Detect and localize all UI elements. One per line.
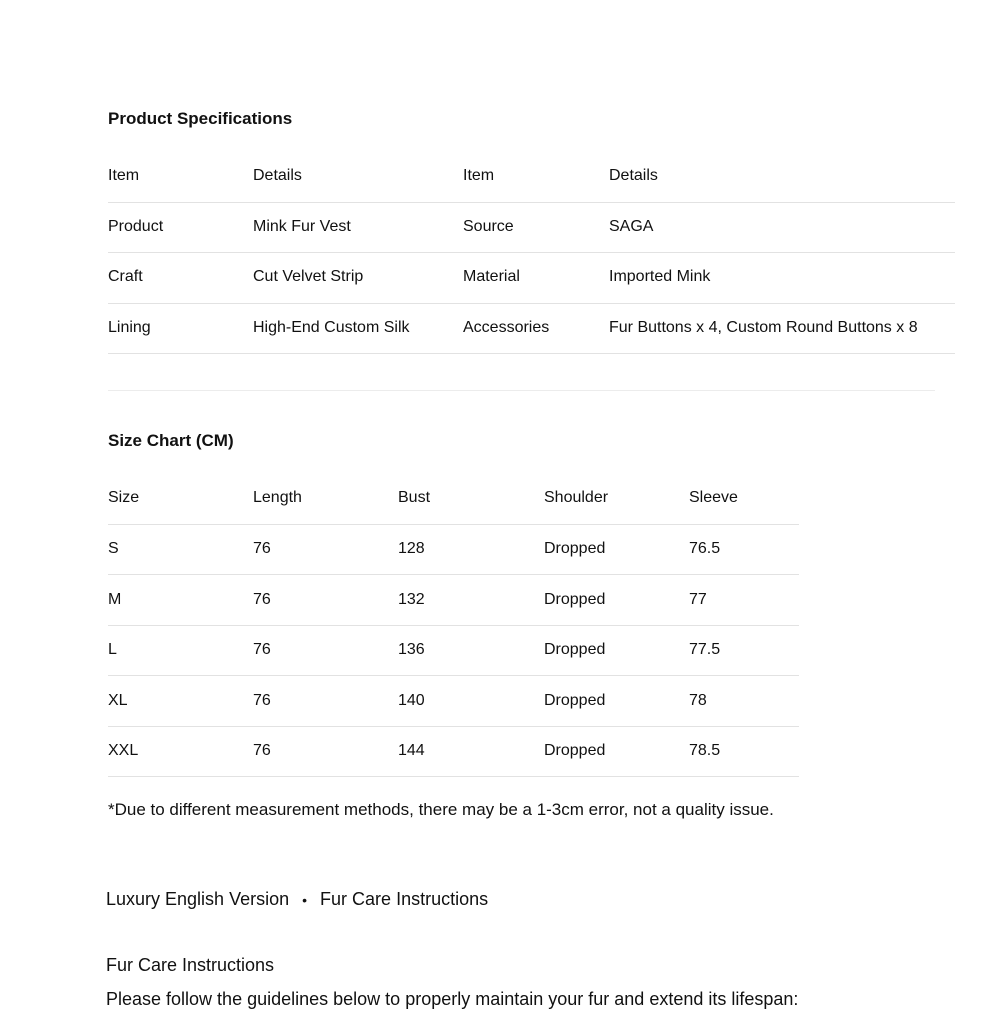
divider <box>108 353 955 354</box>
size-cell: 76 <box>253 691 271 709</box>
divider <box>108 675 799 676</box>
specs-cell: Accessories <box>463 319 550 336</box>
specs-header: Details <box>253 167 302 184</box>
size-cell: XXL <box>108 742 139 759</box>
size-cell: L <box>108 641 117 658</box>
divider <box>108 574 799 575</box>
size-header: Size <box>108 489 140 506</box>
size-cell: XL <box>108 691 128 709</box>
version-label: Luxury English Version <box>106 889 290 909</box>
size-cell: 78 <box>689 691 707 709</box>
size-cell: 77.5 <box>689 641 721 658</box>
size-cell: 76 <box>253 742 271 759</box>
size-cell: 144 <box>398 742 425 759</box>
size-cell: Dropped <box>544 590 606 608</box>
size-cell: 78.5 <box>689 742 721 759</box>
specs-cell: Mink Fur Vest <box>253 218 351 235</box>
divider <box>108 726 799 727</box>
divider <box>108 524 799 525</box>
divider <box>108 303 955 304</box>
specs-title: Product Specifications <box>108 109 293 128</box>
specs-cell: High-End Custom Silk <box>253 319 410 336</box>
specs-cell: Material <box>463 268 520 285</box>
care-intro: Please follow the guidelines below to properly maintain your fur and extend its lifespan: <box>106 989 799 1009</box>
size-cell: S <box>108 540 119 557</box>
size-cell: 76 <box>253 641 271 658</box>
size-header: Length <box>253 489 302 506</box>
size-cell: 77 <box>689 590 707 608</box>
version-line <box>106 889 488 910</box>
divider <box>108 776 799 777</box>
size-cell: 76 <box>253 540 271 557</box>
specs-cell: Imported Mink <box>609 268 711 285</box>
specs-cell: Fur Buttons x 4, Custom Round Buttons x 8 <box>609 319 918 336</box>
specs-cell: SAGA <box>609 218 654 235</box>
size-header: Bust <box>398 489 431 506</box>
size-cell: Dropped <box>544 691 606 709</box>
divider <box>108 202 955 203</box>
specs-cell: Cut Velvet Strip <box>253 268 364 285</box>
specs-header: Details <box>609 167 658 184</box>
size-cell: Dropped <box>544 742 606 759</box>
version-section: Fur Care Instructions <box>320 889 489 909</box>
size-cell: Dropped <box>544 540 606 557</box>
specs-header: Item <box>463 167 495 184</box>
size-cell: Dropped <box>544 641 606 658</box>
size-cell: 76.5 <box>689 540 721 557</box>
size-cell: 76 <box>253 590 271 608</box>
size-cell: 132 <box>398 590 425 608</box>
size-note: *Due to different measurement methods, there may be a 1-3cm error, not a quality issue. <box>108 800 774 819</box>
specs-cell: Lining <box>108 319 151 336</box>
size-cell: 128 <box>398 540 425 557</box>
specs-header: Item <box>108 167 140 184</box>
divider <box>108 252 955 253</box>
size-header: Sleeve <box>689 489 738 506</box>
section-divider <box>108 390 935 391</box>
specs-cell: Source <box>463 218 514 235</box>
size-cell: 136 <box>398 641 425 658</box>
size-cell: M <box>108 590 122 608</box>
bullet-separator: • <box>302 892 308 908</box>
specs-cell: Product <box>108 218 164 235</box>
size-header: Shoulder <box>544 489 609 506</box>
divider <box>108 625 799 626</box>
specs-cell: Craft <box>108 268 143 285</box>
size-cell: 140 <box>398 691 425 709</box>
care-heading: Fur Care Instructions <box>106 955 275 975</box>
size-chart-title: Size Chart (CM) <box>108 431 234 450</box>
